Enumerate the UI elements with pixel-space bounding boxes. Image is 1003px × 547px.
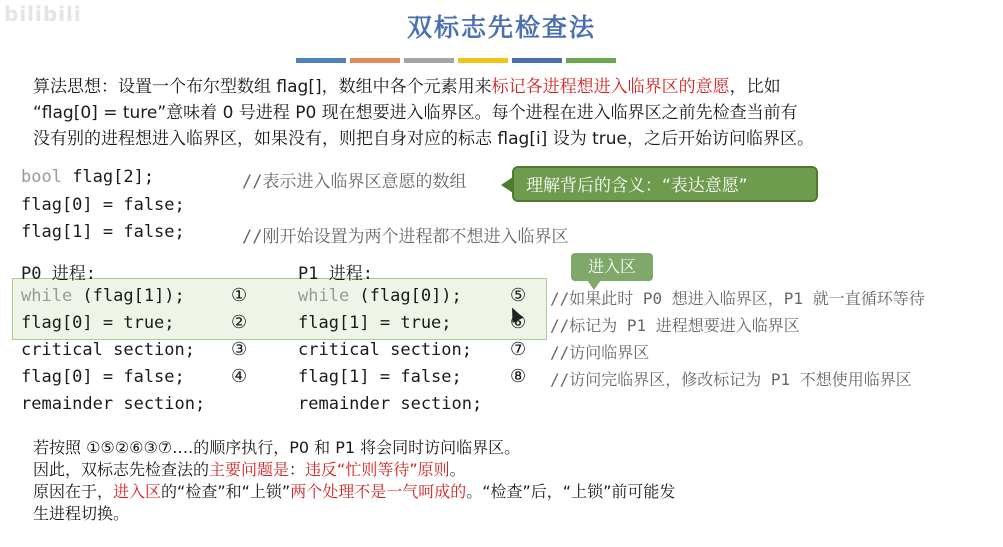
p1-header: P1 进程: <box>298 264 373 284</box>
p1-comment-1: //如果此时 P0 想进入临界区，P1 就一直循环等待 <box>550 289 925 308</box>
p1-comment-4: //访问完临界区，修改标记为 P1 不想使用临界区 <box>550 370 912 389</box>
p0-header: P0 进程: <box>21 264 96 284</box>
decl-comment-1: //表示进入临界区意愿的数组 <box>242 172 467 192</box>
decor-segment-3 <box>404 58 454 63</box>
entry-section-term: 进入区 <box>113 482 162 501</box>
explanation-3c: 。“检查”后，“上锁”前可能发 <box>466 482 676 501</box>
violated-principle: 违反“忙则等待”原则 <box>305 460 450 479</box>
explanation-3b: 的“检查”和“上锁” <box>161 482 291 501</box>
intro-text-3: 没有别的进程想进入临界区，如果没有，则把自身对应的标志 flag[i] 设为 true，之后开始访问临界区。 <box>33 129 815 149</box>
title-decoration-bar <box>296 58 616 63</box>
intro-text-1: 算法思想：设置一个布尔型数组 flag[]，数组中各个元素用来 <box>33 77 492 97</box>
step-marker-1: ① <box>231 285 248 306</box>
decor-segment-6 <box>566 58 616 63</box>
algorithm-idea <box>33 74 993 152</box>
decl-flag-array: flag[2]; <box>61 167 155 187</box>
decl-line-1 <box>21 167 154 187</box>
decor-segment-2 <box>350 58 400 63</box>
explanation-2b: ： <box>289 460 306 479</box>
p0-while-keyword: while <box>21 286 73 306</box>
p1-comment-3: //访问临界区 <box>550 343 650 362</box>
explanation-2c: 。 <box>449 460 466 479</box>
p0-line-1 <box>21 286 185 306</box>
meaning-callout: 理解背后的含义：“表达意愿” <box>512 166 818 202</box>
explanation-3a: 原因在于， <box>33 482 114 501</box>
main-problem-label: 主要问题是 <box>209 460 290 479</box>
intro-text-1-end: ，比如 <box>729 77 781 97</box>
decl-bool-keyword: bool <box>21 167 62 187</box>
p1-line-2: flag[1] = true; <box>298 313 452 333</box>
decor-segment-1 <box>296 58 346 63</box>
entry-section-callout: 进入区 <box>571 253 653 281</box>
step-marker-8: ⑧ <box>510 366 527 387</box>
p1-line-4: flag[1] = false; <box>298 367 462 387</box>
step-marker-7: ⑦ <box>510 339 527 360</box>
p1-line-1 <box>298 286 462 306</box>
step-marker-2: ② <box>231 312 248 333</box>
p0-while-cond: (flag[1]); <box>72 286 185 306</box>
explanation-line-2 <box>33 459 973 481</box>
p0-line-3: critical section; <box>21 340 195 360</box>
step-marker-3: ③ <box>231 339 248 360</box>
explanation-line-3 <box>33 481 973 503</box>
explanation-line-1: 若按照 ①⑤②⑥③⑦….的顺序执行，P0 和 P1 将会同时访问临界区。 <box>33 438 521 457</box>
bilibili-watermark: bilibili <box>4 2 82 26</box>
p1-while-keyword: while <box>298 286 350 306</box>
intro-text-2: “flag[0] = ture”意味着 0 号进程 P0 现在想要进入临界区。每个进程在进入临界区之前先检查当前有 <box>33 103 798 123</box>
step-marker-6: ⑥ <box>510 312 527 333</box>
page-title: 双标志先检查法 <box>406 13 596 42</box>
explanation-line-4: 生进程切换。 <box>33 504 130 523</box>
p0-line-2: flag[0] = true; <box>21 313 175 333</box>
p1-line-5: remainder section; <box>298 394 483 414</box>
p0-line-5: remainder section; <box>21 394 206 414</box>
decl-comment-3: //刚开始设置为两个进程都不想进入临界区 <box>242 227 569 247</box>
explanation-2a: 因此，双标志先检查法的 <box>33 460 210 479</box>
step-marker-4: ④ <box>231 366 248 387</box>
p1-line-3: critical section; <box>298 340 472 360</box>
decor-segment-4 <box>458 58 508 63</box>
p0-line-4: flag[0] = false; <box>21 367 185 387</box>
explanation <box>33 437 973 525</box>
decl-line-2: flag[0] = false; <box>21 195 185 215</box>
p1-while-cond: (flag[0]); <box>349 286 462 306</box>
decl-line-3: flag[1] = false; <box>21 222 185 242</box>
step-marker-5: ⑤ <box>510 285 527 306</box>
p1-comment-2: //标记为 P1 进程想要进入临界区 <box>550 316 800 335</box>
non-atomic-reason: 两个处理不是一气呵成的 <box>290 482 467 501</box>
decor-segment-5 <box>512 58 562 63</box>
intro-highlight: 标记各进程想进入临界区的意愿 <box>491 77 730 97</box>
